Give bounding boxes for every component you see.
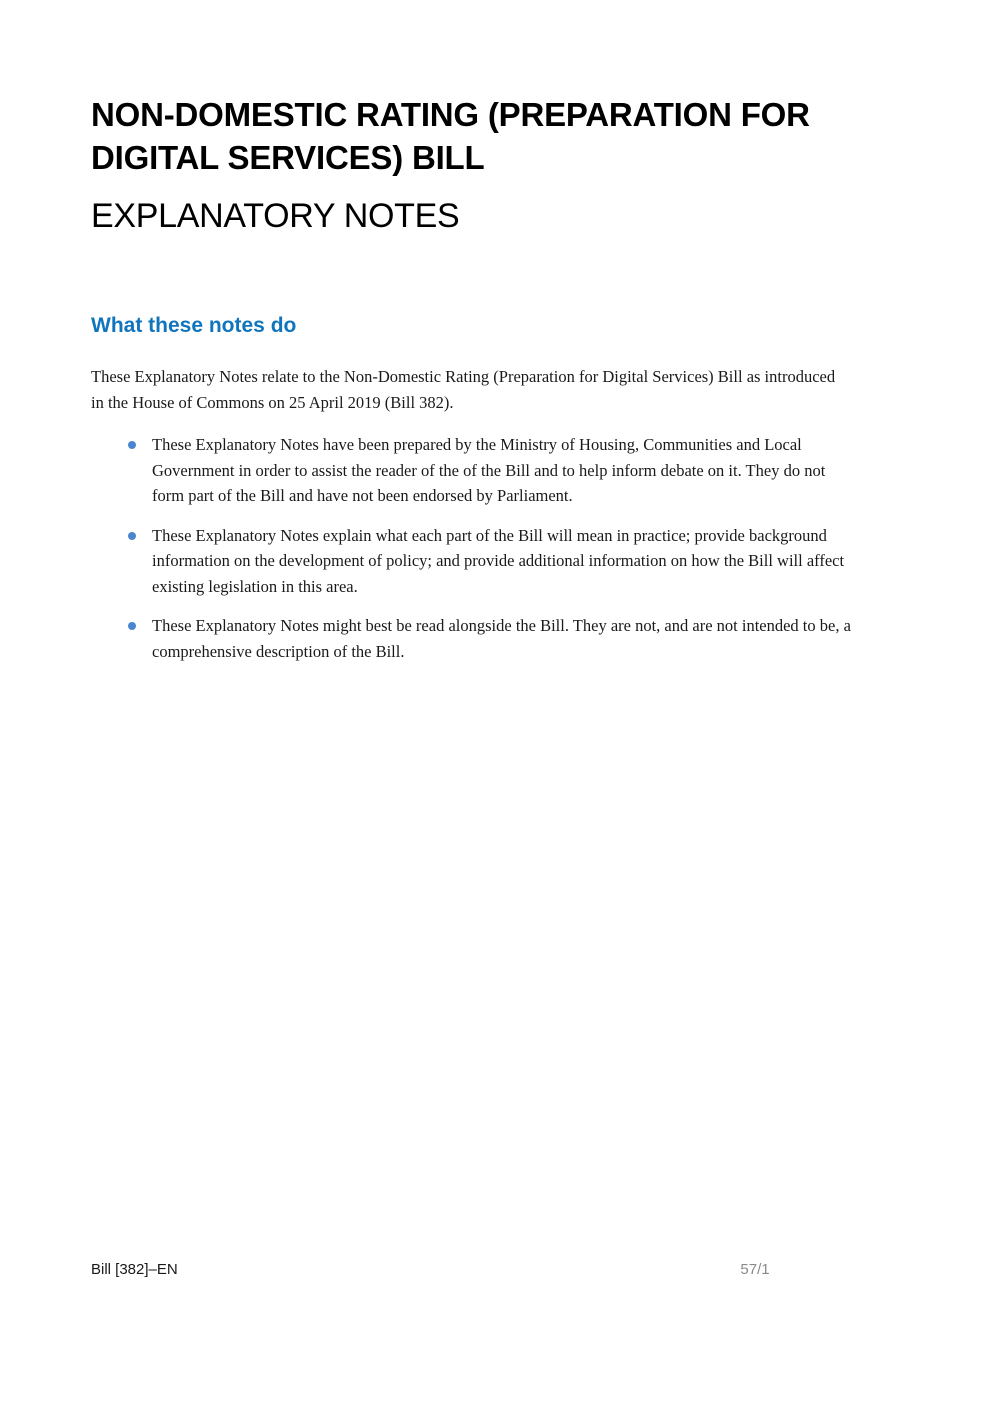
- list-item: [91, 523, 851, 600]
- list-item: [91, 613, 851, 664]
- list-item-text: These Explanatory Notes might best be read alongside the Bill. They are not, and are not intended to be, a comprehensive description of the Bill.: [152, 616, 851, 661]
- list-item: [91, 432, 851, 509]
- document-content: [91, 0, 853, 664]
- notes-bullet-list: [91, 415, 853, 664]
- page-footer: [91, 1259, 853, 1283]
- footer-page-number: 57/1: [740, 1261, 770, 1278]
- bullet-point-icon: [128, 532, 136, 540]
- document-title: NON-DOMESTIC RATING (PREPARATION FOR DIGITAL SERVICES) BILL: [91, 96, 810, 176]
- section-heading-what-these-notes-do: What these notes do: [91, 314, 297, 337]
- bullet-point-icon: [128, 622, 136, 630]
- document-subtitle: EXPLANATORY NOTES: [91, 197, 460, 235]
- list-item-text: These Explanatory Notes explain what each part of the Bill will mean in practice; provide background information on the development of policy; and provide additional information on how the Bill will affect existing legislation in this area.: [152, 525, 845, 596]
- intro-paragraph: These Explanatory Notes relate to the Non-Domestic Rating (Preparation for Digital Services) Bill as introduced in the House of Commons on 25 April 2019 (Bill 382).: [91, 367, 836, 412]
- list-item-text: These Explanatory Notes have been prepared by the Ministry of Housing, Communities and Local Government in order to assist the reader of the of the Bill and to help inform debate on it. They do not form part of the Bill and have not been endorsed by Parliament.: [152, 435, 826, 505]
- bullet-point-icon: [128, 441, 136, 449]
- footer-bill-reference: Bill [382]–EN: [91, 1261, 178, 1278]
